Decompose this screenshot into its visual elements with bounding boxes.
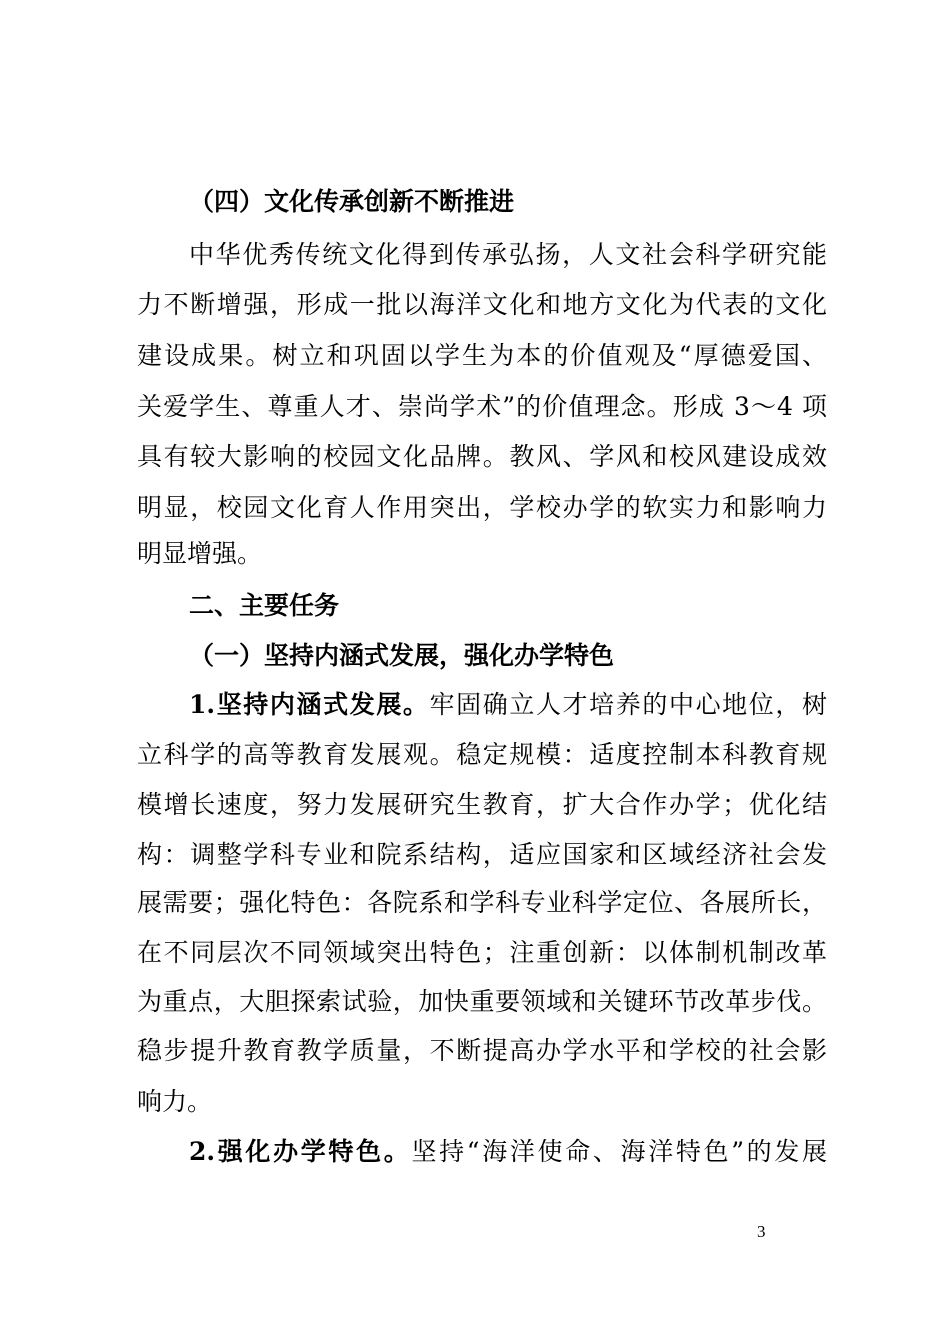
item2-title: 2.强化办学特色。 [189, 1137, 412, 1166]
page-number: 3 [757, 1222, 766, 1241]
paragraph-line: 立科学的高等教育发展观。稳定规模：适度控制本科教育规 [137, 740, 827, 769]
item1-title: 1.坚持内涵式发展。 [189, 690, 430, 719]
paragraph-line: 建设成果。树立和巩固以学生为本的价值观及“厚德爱国、 [137, 341, 827, 370]
paragraph-line: 中华优秀传统文化得到传承弘扬，人文社会科学研究能 [189, 240, 827, 269]
paragraph-line: 模增长速度，努力发展研究生教育，扩大合作办学；优化结 [137, 790, 827, 819]
item2-first-line [189, 1137, 827, 1167]
paragraph-line: 具有较大影响的校园文化品牌。教风、学风和校风建设成效 [137, 442, 827, 471]
paragraph-line: 稳步提升教育教学质量，不断提高办学水平和学校的社会影 [137, 1036, 827, 1065]
paragraph-line: 为重点，大胆探索试验，加快重要领域和关键环节改革步伐。 [137, 987, 827, 1016]
item1-text: 牢固确立人才培养的中心地位，树 [429, 690, 827, 719]
paragraph-line: 关爱学生、尊重人才、崇尚学术”的价值理念。形成 3～4 项 [137, 392, 827, 421]
paragraph-line: 响力。 [137, 1087, 213, 1116]
paragraph-line: 明显，校园文化育人作用突出，学校办学的软实力和影响力 [137, 493, 827, 522]
paragraph-line: 在不同层次不同领域突出特色；注重创新：以体制机制改革 [137, 938, 827, 967]
item1-first-line [189, 690, 827, 720]
subsection-heading: （一）坚持内涵式发展，强化办学特色 [189, 641, 615, 670]
main-tasks-heading: 二、主要任务 [189, 591, 340, 620]
paragraph-line: 构：调整学科专业和院系结构，适应国家和区域经济社会发 [137, 840, 827, 869]
paragraph-line: 力不断增强，形成一批以海洋文化和地方文化为代表的文化 [137, 290, 827, 319]
item2-text: 坚持“海洋使命、海洋特色”的发展 [411, 1137, 827, 1166]
paragraph-line: 展需要；强化特色：各院系和学科专业科学定位、各展所长， [137, 888, 827, 917]
paragraph-line: 明显增强。 [137, 539, 263, 568]
section-heading-culture: （四）文化传承创新不断推进 [189, 187, 515, 216]
